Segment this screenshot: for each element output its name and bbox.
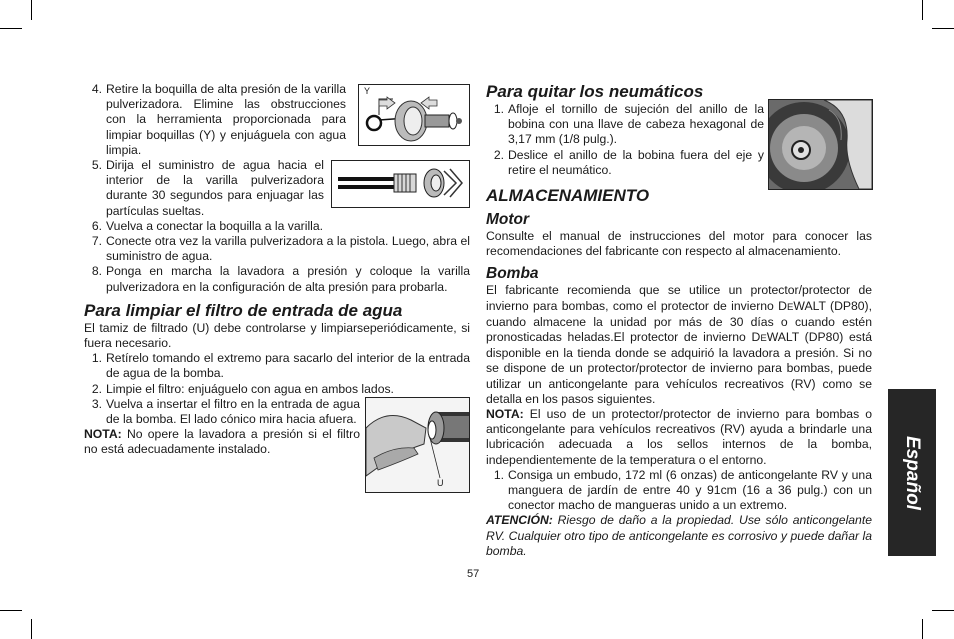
note-label: NOTA:	[486, 407, 524, 422]
crop-mark	[932, 28, 954, 29]
subheading-pump: Bomba	[486, 265, 539, 283]
note-text: El uso de un protector/protector de invierno para bombas o anticongelante para vehículos recreativos (RV) ayuda a brindarle una lubricación adecuada a los sellos internos de la bomba, independientemente de la temperatura o el entorno.	[486, 407, 872, 467]
filter-intro: El tamiz de filtrado (U) debe controlarse y limpiarseperiódicamente, si fuera necesario.	[84, 320, 470, 351]
list-item: 6. Vuelva a conectar la boquilla a la varilla.	[91, 218, 324, 233]
motor-paragraph: Consulte el manual de instrucciones del motor para conocer las recomendaciones del fabricante con respecto al almacenamiento.	[486, 229, 872, 259]
list-item: 1. Afloje el tornillo de sujeción del anillo de la bobina con una llave de cabeza hexagonal de 3,17 mm (1/8 pulg.).	[493, 102, 764, 147]
page-number: 57	[467, 568, 480, 580]
pump-note-paragraph	[486, 407, 872, 468]
note-paragraph	[84, 427, 360, 457]
note-label: NOTA:	[84, 427, 122, 442]
list-item: 3. Vuelva a insertar el filtro en la entrada de agua de la bomba. El lado cónico mira hacia afuera.	[91, 396, 360, 427]
note-text: No opere la lavadora a presión si el filtro no está adecuadamente instalado.	[84, 427, 360, 457]
crop-mark	[31, 619, 32, 639]
list-item: 1. Consiga un embudo, 172 ml (6 onzas) de anticongelante RV y una manguera de jardín de entre 40 y 91cm (16 a 36 pulg.) con un conector macho de mangueras unido a un extremo.	[493, 467, 872, 513]
crop-mark	[0, 28, 22, 29]
caution-text: Riesgo de daño a la propiedad. Use sólo anticongelante RV. Cualquier otro tipo de anticongelante es corrosivo y puede dañar la bomba.	[486, 513, 872, 558]
language-tab-label: Español	[902, 435, 923, 510]
right-column	[486, 82, 872, 559]
crop-mark	[31, 0, 32, 20]
list-item: 5. Dirija el suministro de agua hacia el interior de la varilla pulverizadora durante 30 segundos para enjuagar las partículas sueltas.	[91, 158, 324, 218]
crop-mark	[922, 619, 923, 639]
figure-label-u: U	[437, 478, 444, 488]
crop-mark	[932, 610, 954, 611]
pump-paragraph: El fabricante recomienda que se utilice un protector/protector de invierno para bombas, como el protector de invierno DEWALT (DP80), cuando almacene la unidad por más de 30 días o cuando estén pronosticadas heladas.El protector de invierno DEWALT (DP80) está disponible en la tienda donde se adquirió la lavadora a presión. Si no se dispone de un protector/protector de invierno para bombas, puede utilizar un anticongelante para vehículos recreativos (RV) como se detalla en los pasos siguientes.	[486, 283, 872, 406]
section-heading-filter: Para limpiar el filtro de entrada de agua	[84, 300, 403, 320]
caution-paragraph	[486, 513, 872, 559]
list-item: 7. Conecte otra vez la varilla pulverizadora a la pistola. Luego, abra el suministro de agua.	[91, 234, 470, 264]
caution-label: ATENCIÓN:	[486, 513, 553, 528]
figure-label-y: Y	[364, 86, 371, 96]
list-item: 2. Limpie el filtro: enjuáguelo con agua en ambos lados.	[91, 381, 394, 396]
list-item: 1. Retírelo tomando el extremo para sacarlo del interior de la entrada de agua de la bomba.	[91, 351, 470, 381]
crop-mark	[922, 0, 923, 20]
crop-mark	[0, 610, 22, 611]
list-item: 8. Ponga en marcha la lavadora a presión y coloque la varilla pulverizadora en la configuración de alta presión para probarla.	[91, 264, 470, 294]
list-item: 4. Retire la boquilla de alta presión de la varilla pulverizadora. Elimine las obstrucciones con la herramienta proporcionada para limpiar boquillas (Y) y enjuáguela con agua limpia.	[91, 82, 346, 157]
left-column	[84, 82, 470, 458]
list-item: 2. Deslice el anillo de la bobina fuera del eje y retire el neumático.	[493, 147, 764, 177]
section-heading-storage: ALMACENAMIENTO	[486, 186, 650, 206]
language-side-tab	[888, 389, 936, 556]
section-heading-tires: Para quitar los neumáticos	[486, 82, 704, 101]
subheading-motor: Motor	[486, 211, 530, 229]
